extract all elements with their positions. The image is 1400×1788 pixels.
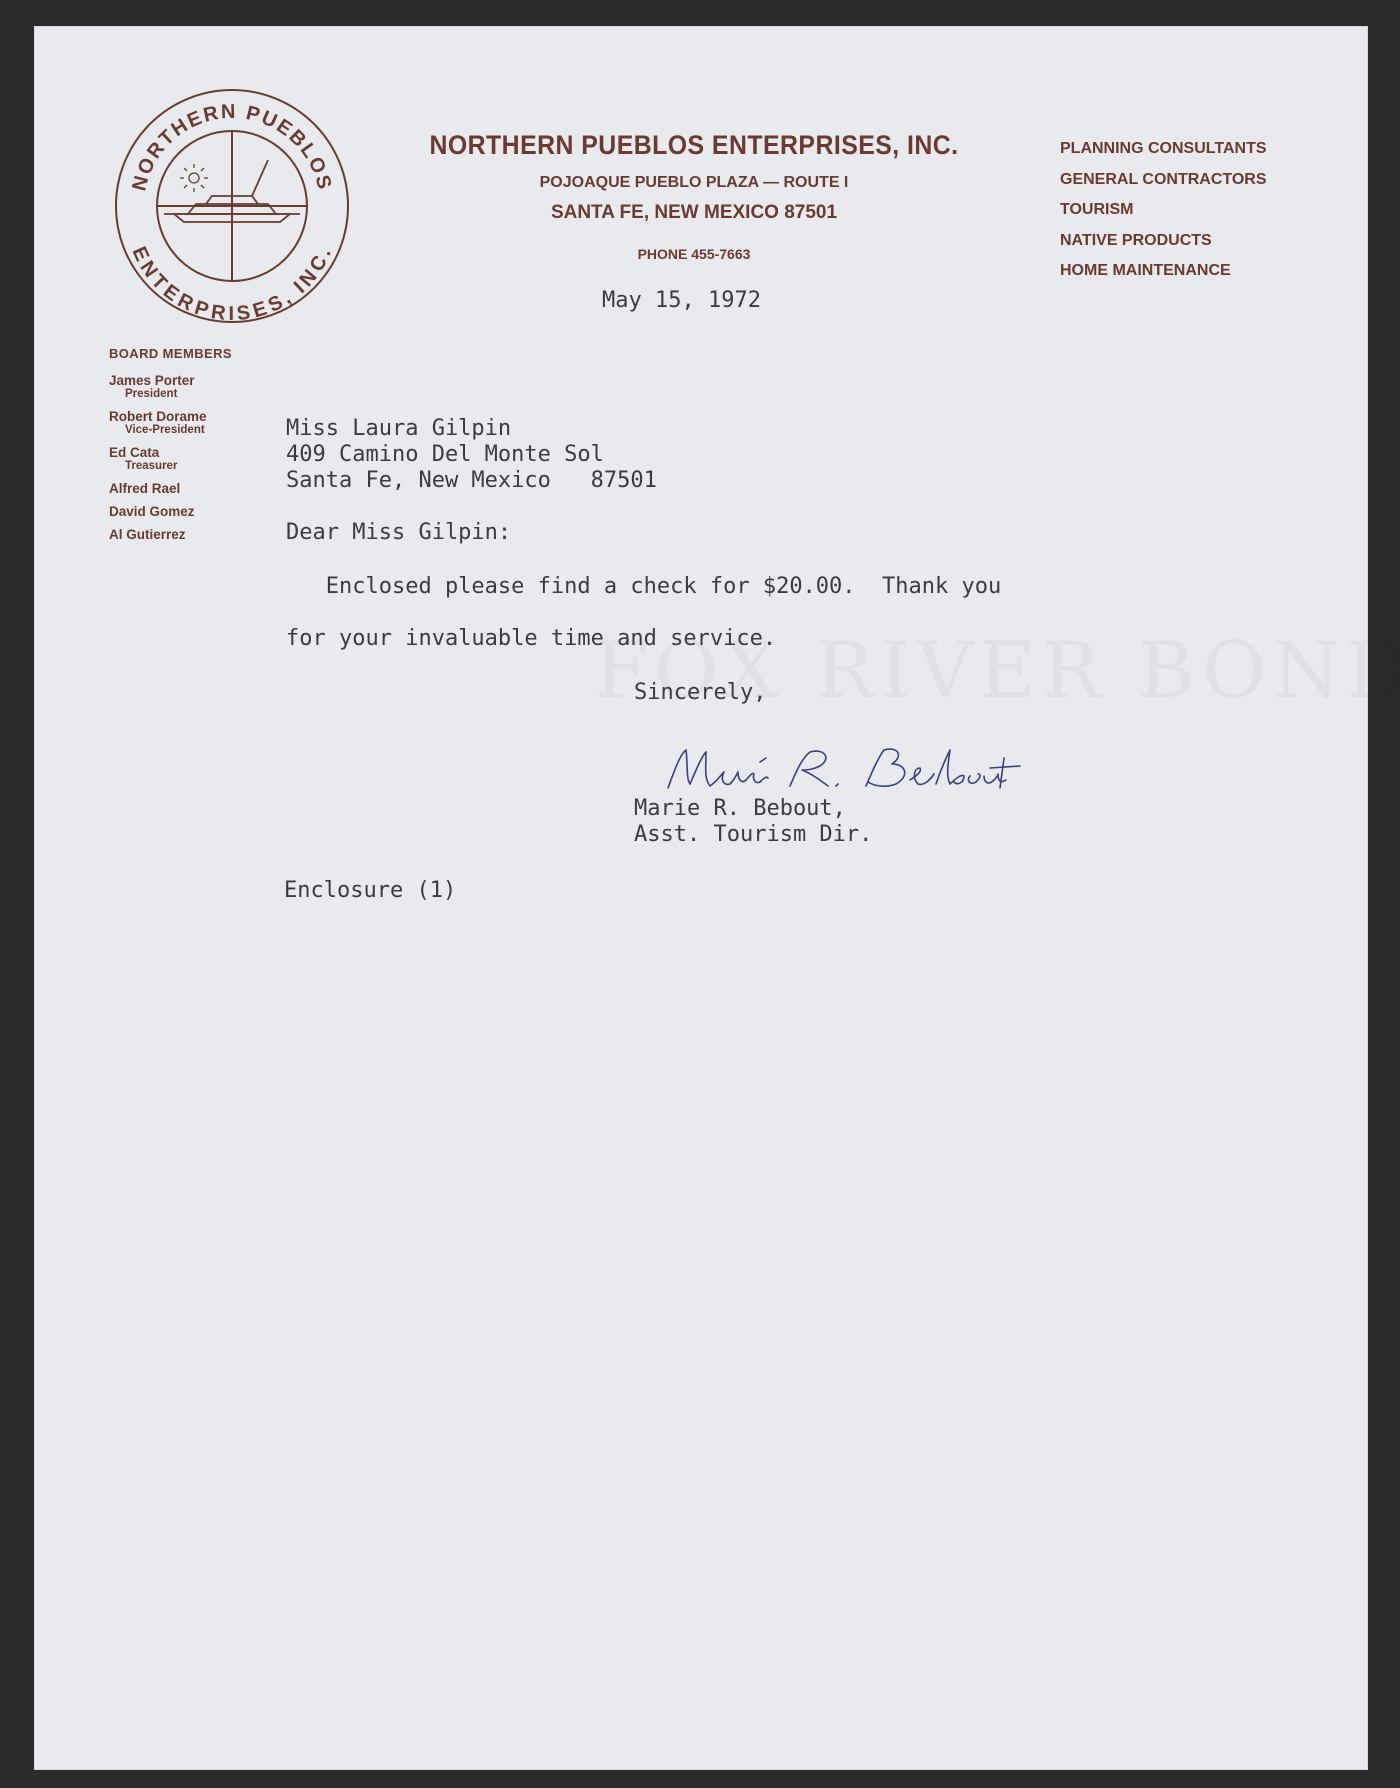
service-item: HOME MAINTENANCE	[1060, 262, 1231, 279]
board-members-list	[109, 346, 232, 550]
board-member	[109, 527, 232, 542]
board-member-role: Vice-President	[125, 424, 205, 436]
seal-bottom-text: ENTERPRISES, INC.	[127, 243, 337, 325]
recipient-city: Santa Fe, New Mexico 87501	[286, 468, 657, 493]
company-phone: PHONE 455-7663	[637, 246, 751, 262]
body-line: Enclosed please find a check for $20.00. Thank you	[286, 574, 1002, 599]
letter-date: May 15, 1972	[602, 288, 761, 313]
board-member-name: Al Gutierrez	[109, 527, 186, 542]
signer-title: Asst. Tourism Dir.	[634, 822, 873, 847]
board-member-name: Alfred Rael	[109, 481, 181, 496]
letter-page	[34, 26, 1368, 1770]
services-list	[1060, 134, 1267, 287]
service-item: NATIVE PRODUCTS	[1060, 231, 1212, 249]
board-members-title: BOARD MEMBERS	[109, 346, 232, 361]
salutation: Dear Miss Gilpin:	[286, 520, 512, 545]
board-member	[109, 481, 232, 496]
board-member	[109, 445, 232, 473]
body-line: for your invaluable time and service.	[286, 626, 777, 651]
closing: Sincerely,	[634, 680, 767, 705]
signer-name: Marie R. Bebout,	[634, 796, 846, 821]
board-member-role: Treasurer	[125, 460, 178, 472]
company-address-line2: SANTA FE, NEW MEXICO 87501	[550, 202, 838, 223]
board-member	[109, 504, 232, 519]
company-name: NORTHERN PUEBLOS ENTERPRISES, INC.	[429, 130, 959, 160]
board-member	[109, 373, 232, 401]
board-member-role: President	[125, 388, 178, 400]
service-item: GENERAL CONTRACTORS	[1060, 170, 1267, 188]
recipient-name: Miss Laura Gilpin	[286, 416, 512, 441]
company-address-line1: POJOAQUE PUEBLO PLAZA — ROUTE I	[539, 174, 849, 191]
service-item: PLANNING CONSULTANTS	[1060, 140, 1267, 157]
seal-top-text: NORTHERN PUEBLOS	[128, 100, 336, 194]
board-member-name: Robert Dorame	[109, 409, 207, 424]
board-member	[109, 409, 232, 437]
board-member-name: David Gomez	[109, 504, 195, 519]
enclosure-note: Enclosure (1)	[284, 878, 457, 903]
recipient-street: 409 Camino Del Monte Sol	[286, 442, 604, 467]
service-item: TOURISM	[1060, 201, 1134, 218]
company-seal-logo	[112, 86, 352, 326]
board-member-name: Ed Cata	[109, 445, 160, 460]
board-member-name: James Porter	[109, 373, 195, 388]
